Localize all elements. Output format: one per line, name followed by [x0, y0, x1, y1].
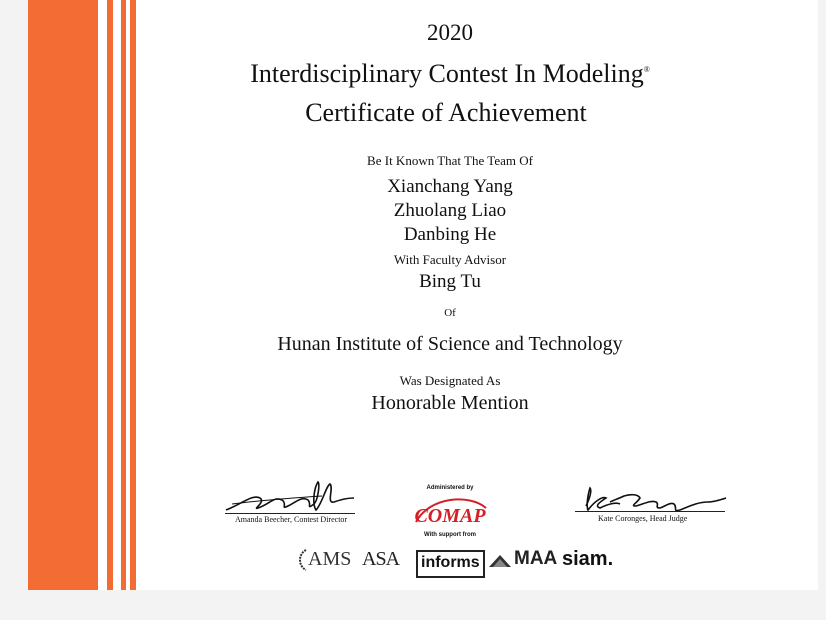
director-signature — [222, 474, 362, 516]
informs-wordmark: informs — [421, 554, 480, 571]
team-member: Zhuolang Liao — [393, 200, 507, 221]
advisor-label: With Faculty Advisor — [393, 252, 507, 267]
orange-stripe-thin — [121, 0, 126, 590]
maa-logo: MAA — [514, 548, 558, 569]
siam-logo: siam. — [562, 548, 614, 570]
signature-line — [225, 513, 355, 514]
maa-pyramid-icon — [487, 551, 513, 571]
certificate-year: 2020 — [427, 20, 473, 45]
designation-value: Honorable Mention — [371, 392, 529, 414]
informs-logo — [416, 550, 485, 578]
judge-label: Kate Coronges, Head Judge — [598, 514, 688, 523]
ams-logo: AMS — [308, 548, 352, 570]
contest-name — [210, 59, 690, 89]
team-member: Danbing He — [403, 224, 497, 245]
institution-name: Hunan Institute of Science and Technology — [277, 333, 623, 355]
contest-title: Interdisciplinary Contest In Modeling — [250, 59, 644, 88]
orange-stripe-wide — [28, 0, 98, 590]
registered-mark: ® — [643, 65, 650, 74]
administered-by-label: Administered by — [426, 485, 474, 491]
orange-stripe-thin — [107, 0, 113, 590]
comap-wordmark: COMAP — [414, 505, 486, 527]
director-label: Amanda Beecher, Contest Director — [235, 515, 348, 524]
of-label: Of — [444, 307, 456, 319]
asa-logo: ASA — [362, 548, 400, 570]
signature-line — [575, 511, 725, 512]
comap-logo — [410, 492, 490, 532]
orange-stripe-thin — [130, 0, 136, 590]
support-label: With support from — [424, 532, 476, 538]
designation-label: Was Designated As — [399, 373, 501, 388]
team-member: Xianchang Yang — [387, 176, 513, 197]
advisor-name: Bing Tu — [419, 271, 481, 292]
intro-text: Be It Known That The Team Of — [367, 153, 533, 168]
certificate-title: Certificate of Achievement — [305, 98, 587, 127]
